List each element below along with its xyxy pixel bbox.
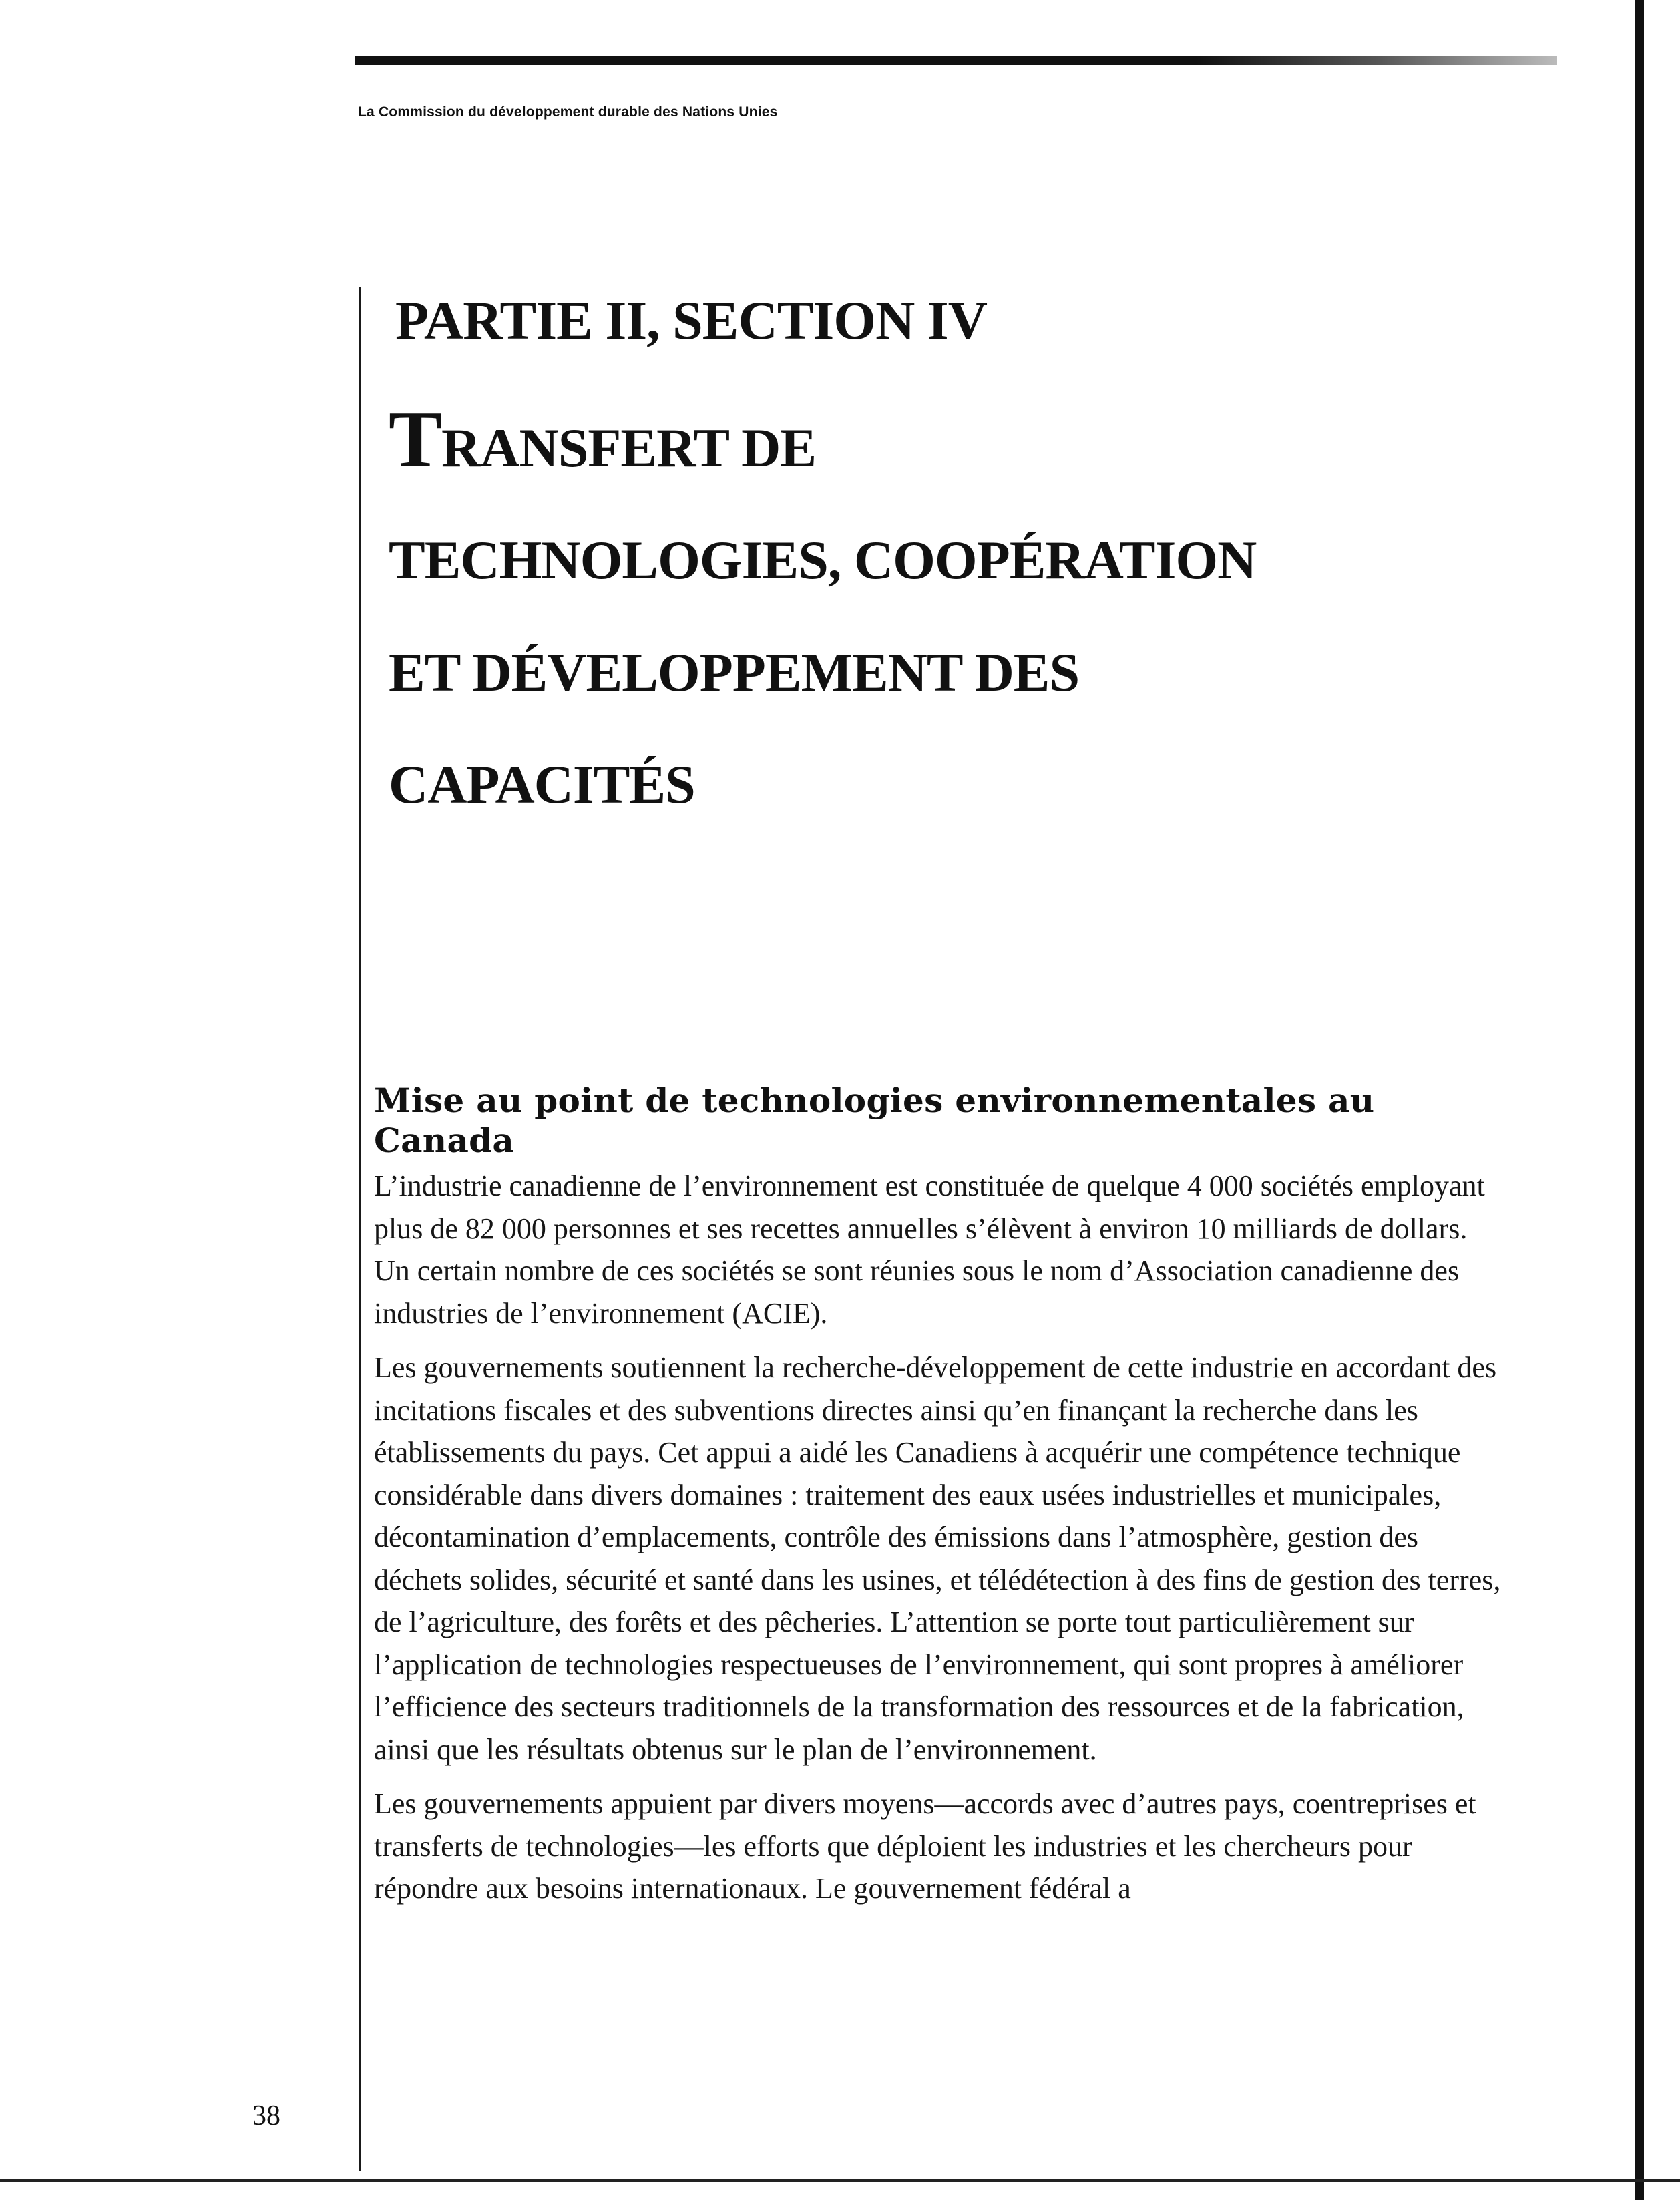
page-edge-bottom — [0, 2179, 1680, 2182]
paragraph-1: L’industrie canadienne de l’environnement est constituée de quelque 4 000 sociétés employant plus de 82 000 personnes et ses recettes annuelles s’élèvent à environ 10 milliards de dollars. Un certain nombre de ces sociétés se sont réunies sous le nom d’Association canadienne des industries de l’environnement (ACIE). — [374, 1169, 1485, 1330]
chapter-title-cap-initial: T — [389, 395, 442, 484]
chapter-title-line-1-rest: RANSFERT DE — [441, 417, 817, 478]
paragraph-3: Les gouvernements appuient par divers moyens—accords avec d’autres pays, coentreprises et transferts de technologies—les efforts que déploient les industries et les chercheurs pour répondre aux besoins internationaux. Le gouvernement fédéral a — [374, 1787, 1476, 1905]
chapter-title-line-4: CAPACITÉS — [389, 754, 695, 815]
chapter-title-line-3: ET DÉVELOPPEMENT DES — [389, 642, 1080, 703]
page-edge-right — [1635, 0, 1644, 2200]
running-header: La Commission du développement durable des Nations Unies — [358, 104, 778, 120]
chapter-title-line-2: TECHNOLOGIES, COOPÉRATION — [389, 530, 1257, 590]
subheading: Mise au point de technologies environnementales au Canada — [374, 1081, 1375, 1160]
chapter-title-line-1 — [389, 383, 1591, 504]
section-label: PARTIE II, SECTION IV — [395, 290, 987, 351]
top-rule — [355, 56, 1557, 65]
page-number: 38 — [252, 2100, 280, 2131]
paragraph-2: Les gouvernements soutiennent la recherche-développement de cette industrie en accordant des incitations fiscales et des subventions directes ainsi qu’en finançant la recherche dans les établissements du pays. Cet appui a aidé les Canadiens à acquérir une compétence technique considérable dans divers domaines : traitement des eaux usées industrielles et municipales, décontamination d’emplacements, contrôle des émissions dans l’atmosphère, gestion des déchets solides, sécurité et santé dans les usines, et télédétection à des fins de gestion des terres, de l’agriculture, des forêts et des pêcheries. L’attention se porte tout particulièrement sur l’application de technologies respectueuses de l’environnement, qui sont propres à améliorer l’efficience des secteurs traditionnels de la transformation des ressources et de la fabrication, ainsi que les résultats obtenus sur le plan de l’environnement. — [374, 1351, 1501, 1766]
article-body — [374, 1081, 1502, 1922]
chapter-title — [389, 383, 1591, 841]
left-margin-rule — [359, 287, 361, 2171]
